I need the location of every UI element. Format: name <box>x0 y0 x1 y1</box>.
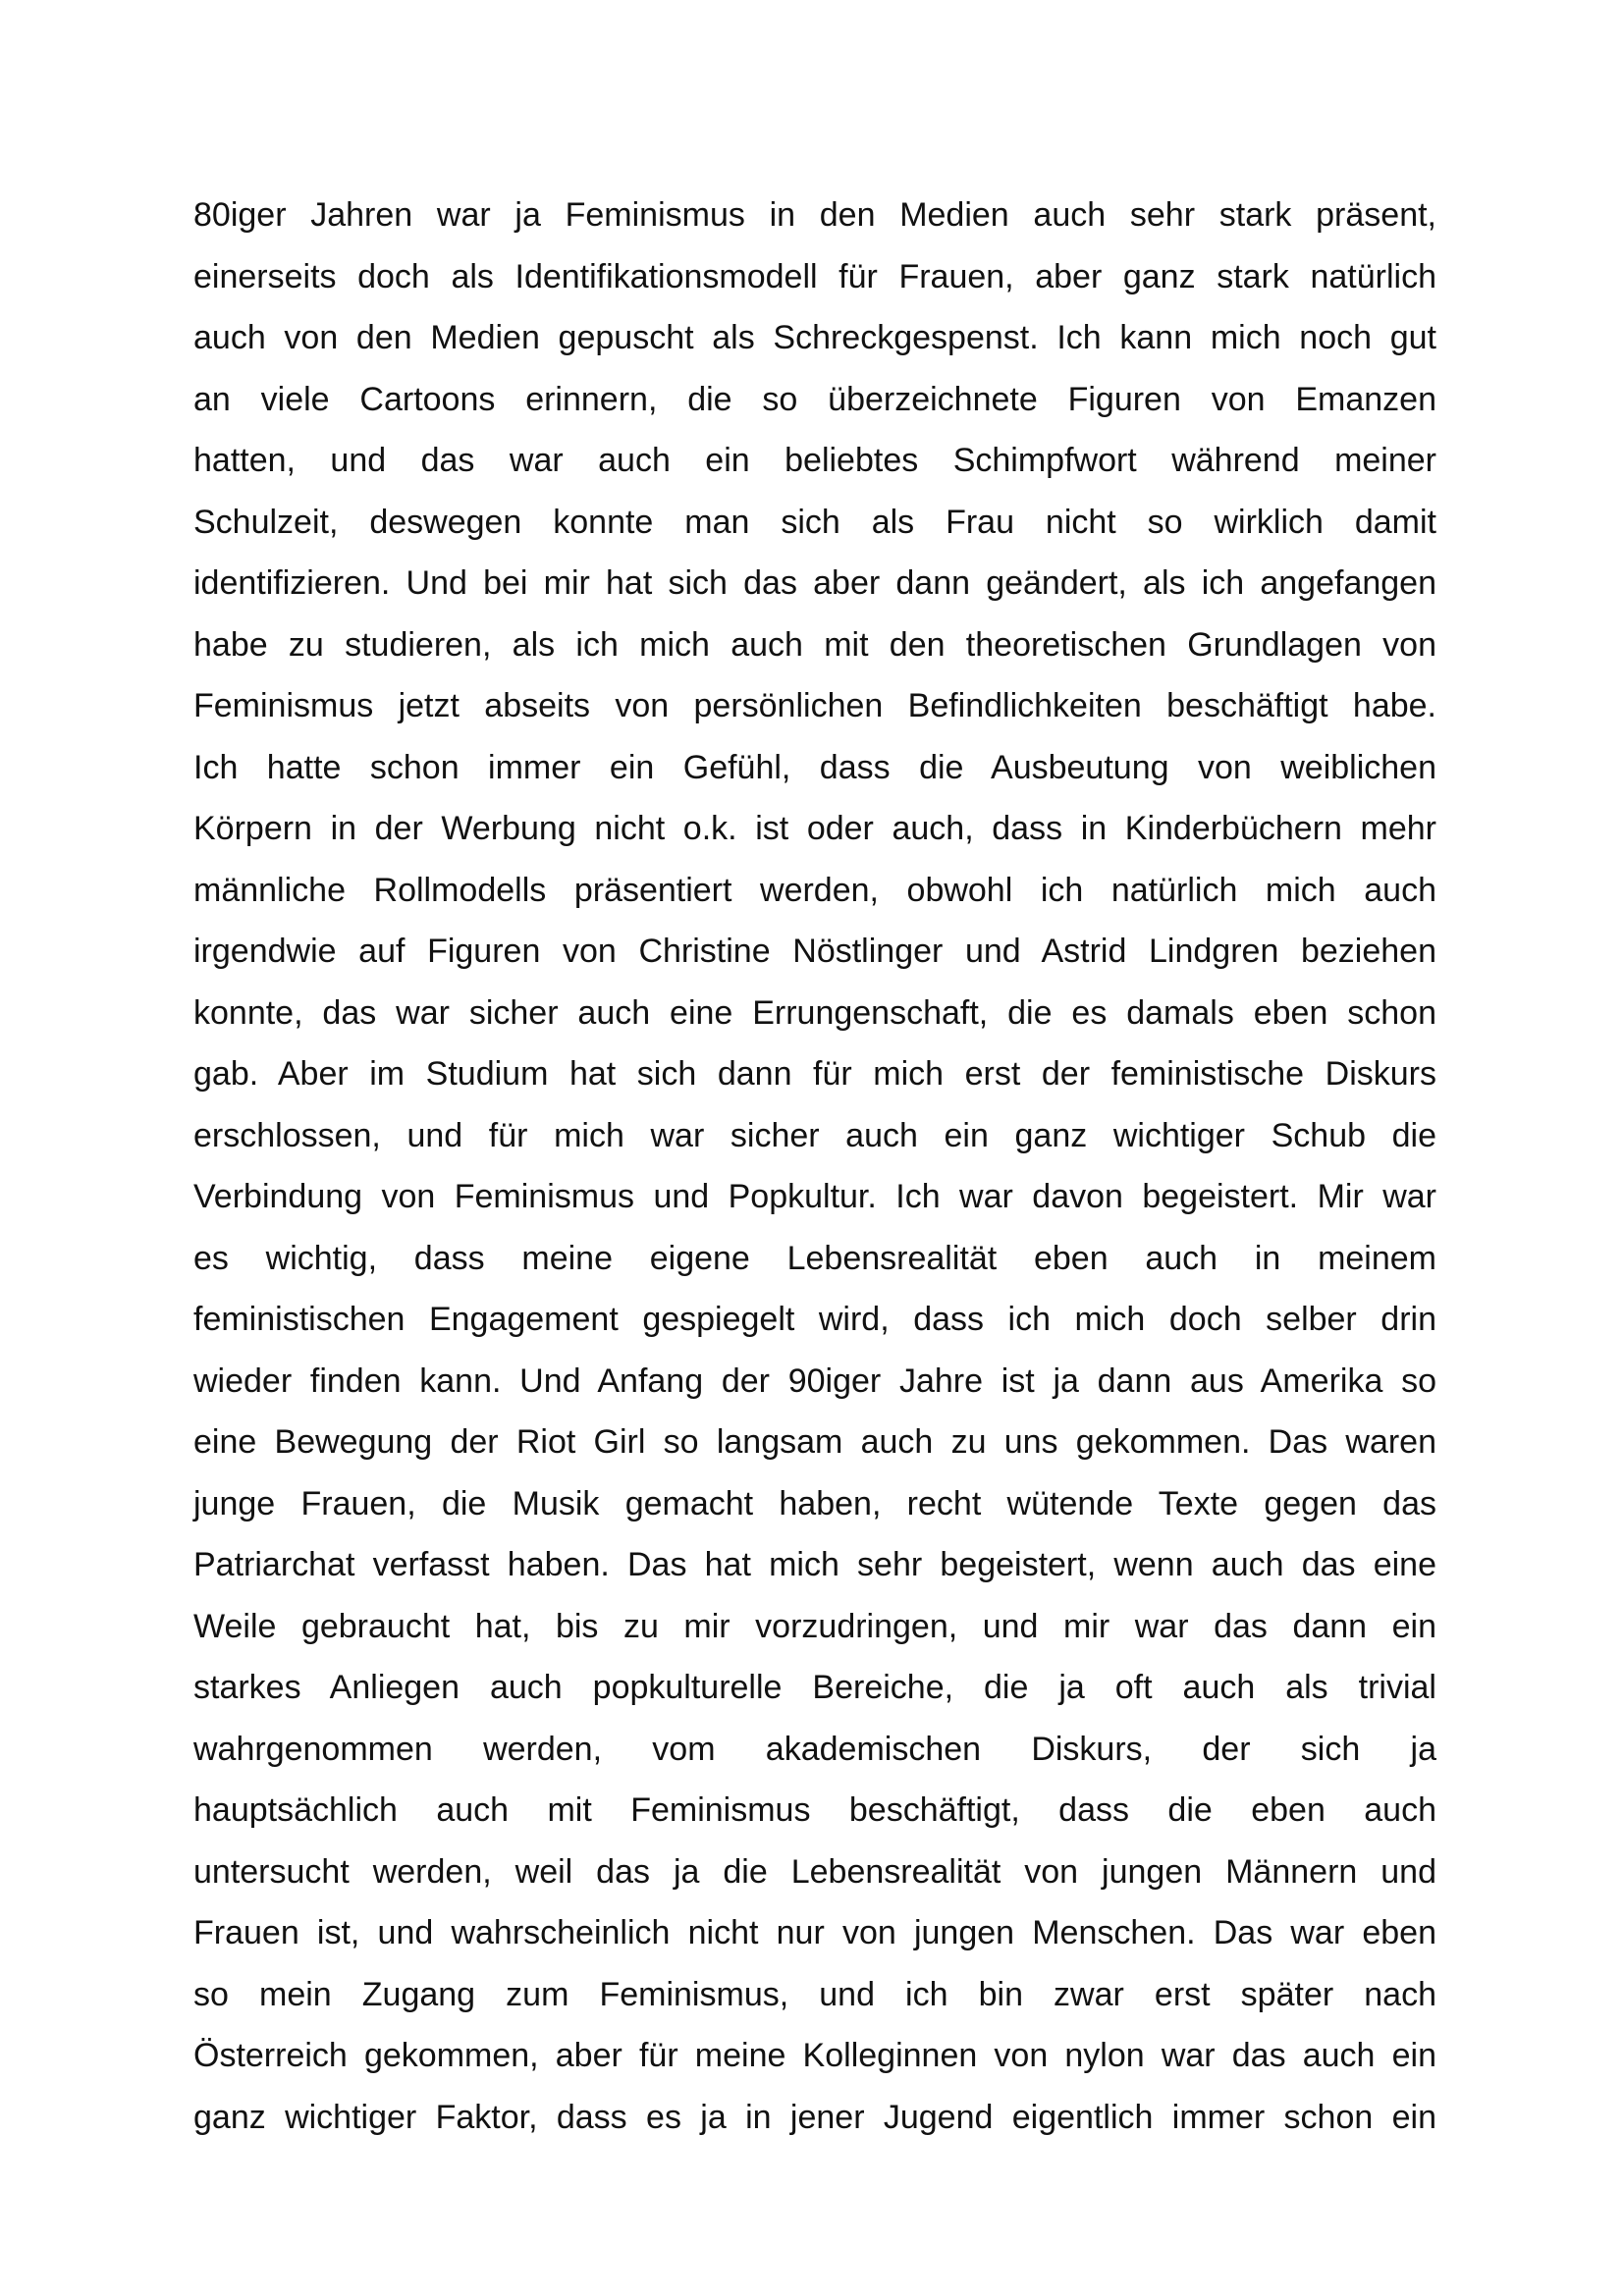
text-line: Ich hatte schon immer ein Gefühl, dass die Ausbeutung von weiblichen <box>193 748 1436 786</box>
text-line: Frauen ist, und wahrscheinlich nicht nur von jungen Menschen. Das war eben <box>193 1914 1436 1951</box>
text-line: starkes Anliegen auch popkulturelle Bereiche, die ja oft auch als trivial <box>193 1669 1436 1706</box>
text-line: gab. Aber im Studium hat sich dann für mich erst der feministische Diskurs <box>193 1055 1436 1093</box>
text-line: Österreich gekommen, aber für meine Kolleginnen von nylon war das auch ein <box>193 2037 1436 2074</box>
text-line: untersucht werden, weil das ja die Lebensrealität von jungen Männern und <box>193 1852 1436 1891</box>
text-line: irgendwie auf Figuren von Christine Nöstlinger und Astrid Lindgren beziehen <box>193 933 1436 970</box>
text-line: wahrgenommen werden, vom akademischen Diskurs, der sich ja <box>193 1730 1436 1768</box>
text-line: auch von den Medien gepuscht als Schreckgespenst. Ich kann mich noch gut <box>193 319 1436 356</box>
text-line: junge Frauen, die Musik gemacht haben, recht wütende Texte gegen das <box>193 1484 1436 1522</box>
text-line: Körpern in der Werbung nicht o.k. ist oder auch, dass in Kinderbüchern mehr <box>193 810 1436 847</box>
text-line: Weile gebraucht hat, bis zu mir vorzudringen, und mir war das dann ein <box>193 1607 1436 1645</box>
text-line: einerseits doch als Identifikationsmodell für Frauen, aber ganz stark natürlich <box>193 257 1436 295</box>
text-line: konnte, das war sicher auch eine Errungenschaft, die es damals eben schon <box>193 993 1436 1032</box>
text-line: männliche Rollmodells präsentiert werden, obwohl ich natürlich mich auch <box>193 871 1436 909</box>
text-line: Verbindung von Feminismus und Popkultur. Ich war davon begeistert. Mir war <box>193 1178 1436 1215</box>
text-line: erschlossen, und für mich war sicher auch ein ganz wichtiger Schub die <box>193 1116 1436 1154</box>
text-line: es wichtig, dass meine eigene Lebensrealität eben auch in meinem <box>193 1239 1436 1277</box>
text-line: an viele Cartoons erinnern, die so überzeichnete Figuren von Emanzen <box>193 380 1436 418</box>
text-line: wieder finden kann. Und Anfang der 90iger Jahre ist ja dann aus Amerika so <box>193 1362 1436 1400</box>
text-line: so mein Zugang zum Feminismus, und ich bin zwar erst später nach <box>193 1975 1436 2013</box>
text-line: Feminismus jetzt abseits von persönlichen Befindlichkeiten beschäftigt habe. <box>193 687 1436 724</box>
text-line: Patriarchat verfasst haben. Das hat mich sehr begeistert, wenn auch das eine <box>193 1546 1436 1583</box>
text-line: feministischen Engagement gespiegelt wird, dass ich mich doch selber drin <box>193 1301 1436 1338</box>
text-line: identifizieren. Und bei mir hat sich das aber dann geändert, als ich angefangen <box>193 564 1436 602</box>
text-line: ganz wichtiger Faktor, dass es ja in jener Jugend eigentlich immer schon ein <box>193 2098 1436 2136</box>
text-line: Schulzeit, deswegen konnte man sich als Frau nicht so wirklich damit <box>193 503 1436 541</box>
body-text <box>193 185 1436 2148</box>
text-line: eine Bewegung der Riot Girl so langsam auch zu uns gekommen. Das waren <box>193 1423 1436 1461</box>
text-line: hauptsächlich auch mit Feminismus beschäftigt, dass die eben auch <box>193 1791 1436 1829</box>
text-line: 80iger Jahren war ja Feminismus in den Medien auch sehr stark präsent, <box>193 196 1436 234</box>
text-line: habe zu studieren, als ich mich auch mit den theoretischen Grundlagen von <box>193 625 1436 664</box>
text-line: hatten, und das war auch ein beliebtes Schimpfwort während meiner <box>193 442 1436 479</box>
